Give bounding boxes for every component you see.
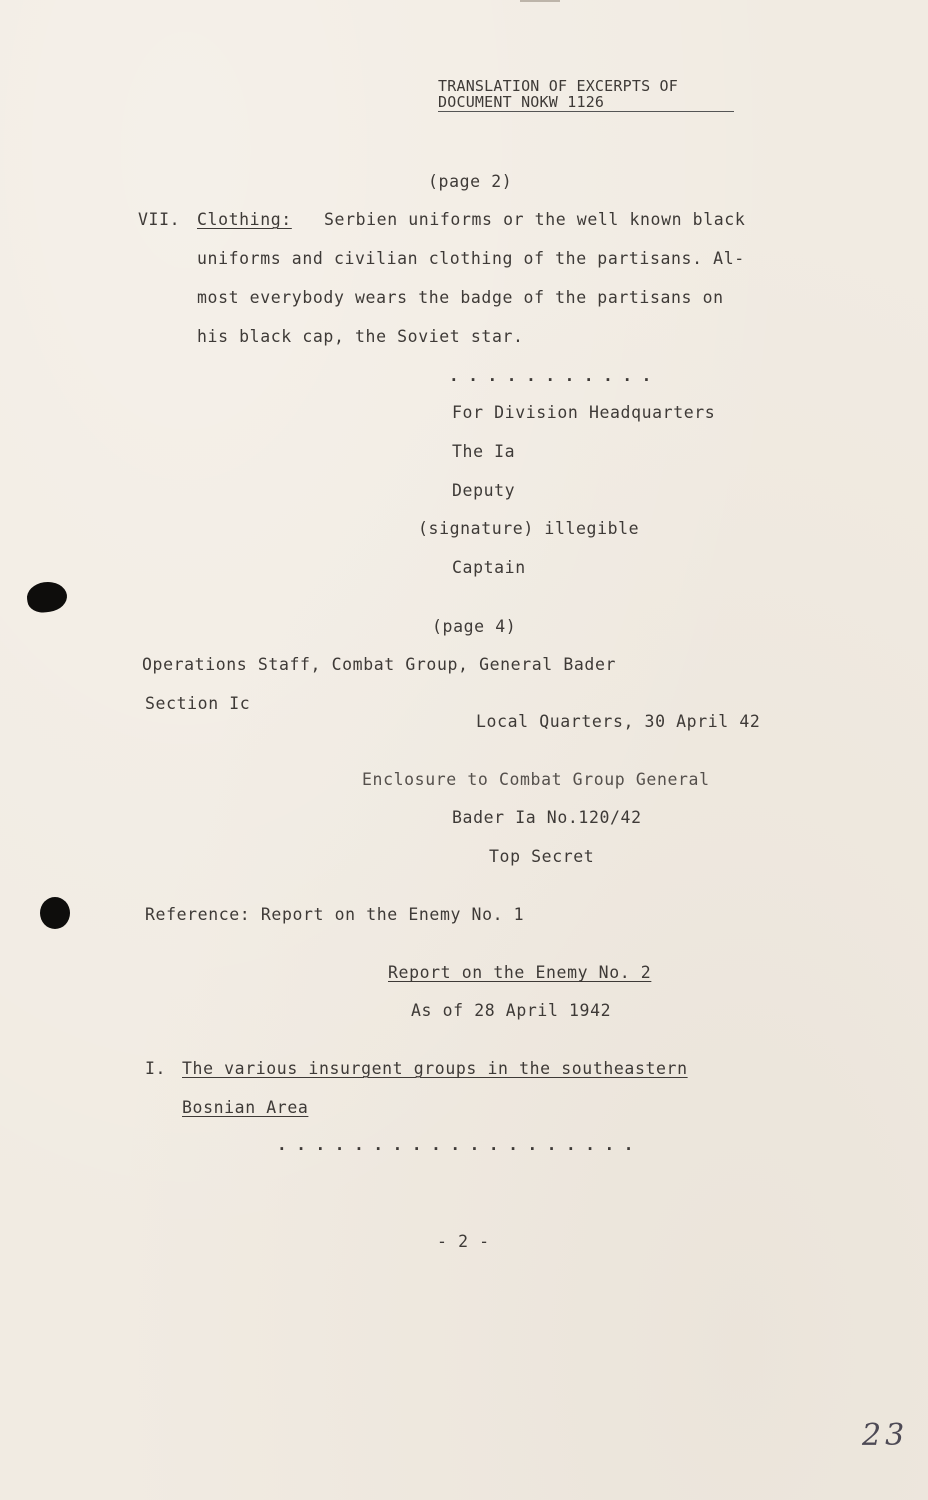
classification-label: Top Secret	[489, 847, 595, 866]
clothing-text-line3: most everybody wears the badge of the partisans on	[197, 288, 724, 307]
scan-edge-mark	[520, 0, 560, 2]
page-number: - 2 -	[437, 1232, 490, 1251]
signature-rank: Captain	[452, 558, 526, 577]
page-marker-4: (page 4)	[432, 617, 517, 636]
item-text-line1: The various insurgent groups in the southeastern	[182, 1059, 688, 1078]
location-date-line: Local Quarters, 30 April 42	[476, 712, 761, 731]
section-label-vii: VII.	[138, 210, 181, 229]
punch-hole-lower	[40, 897, 70, 929]
signature-ia: The Ia	[452, 442, 516, 461]
section-ic-line: Section Ic	[145, 694, 251, 713]
clothing-text-line1: Serbien uniforms or the well known black	[324, 210, 746, 229]
signature-division-hq: For Division Headquarters	[452, 403, 716, 422]
handwritten-page-number: 23	[862, 1418, 909, 1453]
clothing-text-line4: his black cap, the Soviet star.	[197, 327, 524, 346]
enclosure-line2: Bader Ia No.120/42	[452, 808, 642, 827]
page-marker-2: (page 2)	[428, 172, 513, 191]
item-label-i: I.	[145, 1059, 167, 1078]
signature-illegible: (signature) illegible	[418, 519, 640, 538]
operations-staff-line: Operations Staff, Combat Group, General Bader	[142, 655, 617, 674]
header-title-line1: TRANSLATION OF EXCERPTS OF	[438, 77, 678, 95]
header-title-line2: DOCUMENT NOKW 1126	[438, 94, 734, 112]
enclosure-line1: Enclosure to Combat Group General	[362, 770, 710, 789]
report-date: As of 28 April 1942	[411, 1001, 612, 1020]
clothing-heading: Clothing:	[197, 210, 292, 229]
item-text-line2: Bosnian Area	[182, 1098, 309, 1117]
reference-line: Reference: Report on the Enemy No. 1	[145, 905, 525, 924]
omission-dots-2: . . . . . . . . . . . . . . . . . . .	[277, 1135, 634, 1154]
clothing-text-line2: uniforms and civilian clothing of the partisans. Al-	[197, 249, 745, 268]
punch-hole-upper	[25, 579, 69, 614]
signature-deputy: Deputy	[452, 481, 516, 500]
report-title: Report on the Enemy No. 2	[388, 963, 652, 982]
omission-dots: . . . . . . . . . . .	[449, 366, 652, 385]
